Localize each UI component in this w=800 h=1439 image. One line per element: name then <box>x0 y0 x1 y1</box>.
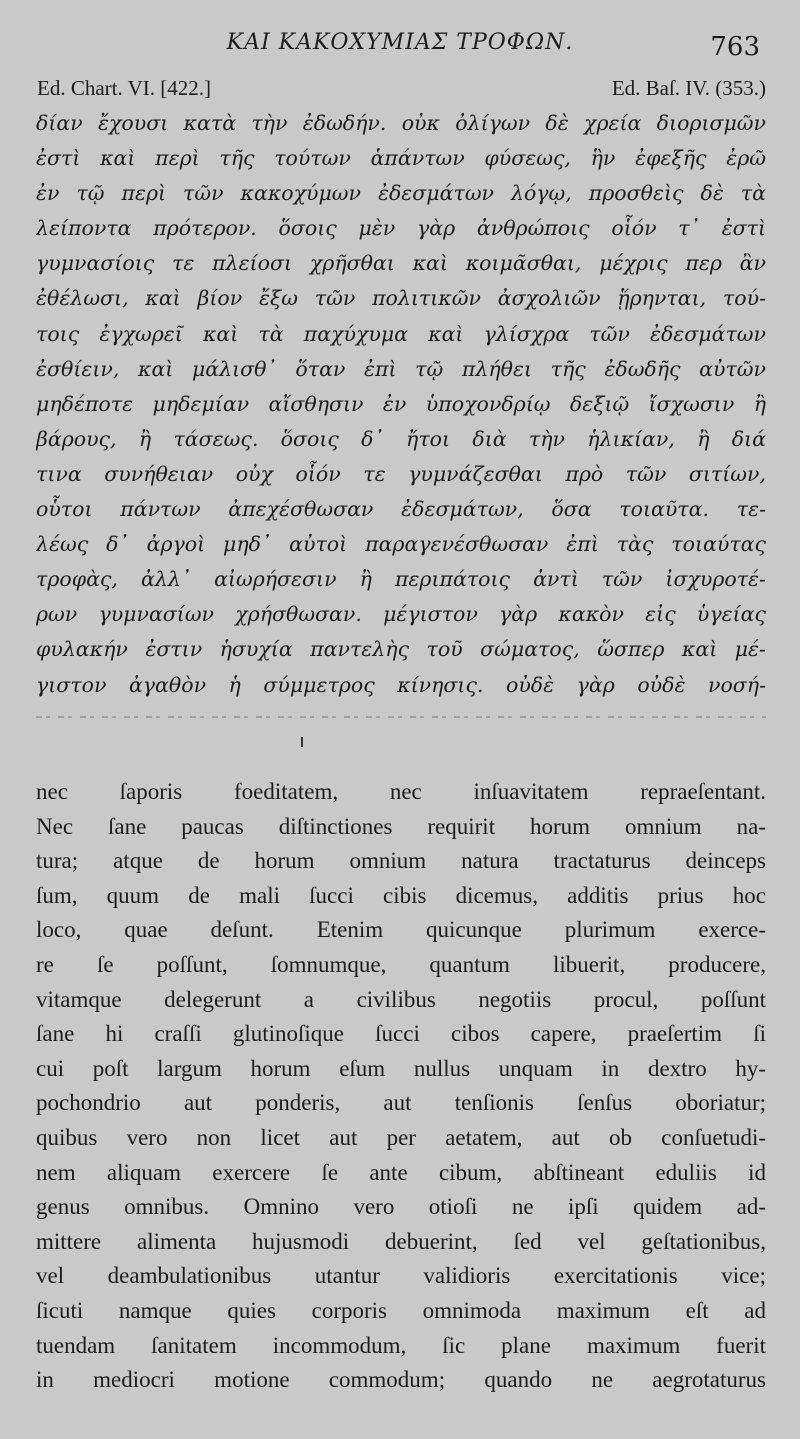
latin-text-column <box>36 775 766 1398</box>
greek-text-line: τροφὰς, ἀλλ᾿ αἰωρήσεσιν ἢ περιπάτοις ἀντὶ τῶν ἰσχυροτέ- <box>36 567 766 592</box>
latin-text-line: in mediocri motione commodum; quando ne aegrotaturus <box>36 1367 766 1393</box>
latin-text-line: tura; atque de horum omnium natura tractaturus deinceps <box>36 848 766 874</box>
latin-text-line: ſum, quum de mali ſucci cibis dicemus, additis prius hoc <box>36 882 766 908</box>
latin-text-line: nec ſaporis foeditatem, nec inſuavitatem repraeſentant. <box>36 779 766 804</box>
greek-text-line: γυμνασίοις τε πλείοσι χρῆσθαι καὶ κοιμᾶσθαι, μέχρις περ ἂν <box>36 251 766 276</box>
latin-text-line: vel deambulationibus utantur validioris exercitationis vice; <box>36 1263 766 1289</box>
greek-text-line: βάρους, ἢ τάσεως. ὅσοις δ᾿ ἤτοι διὰ τὴν ἡλικίαν, ἢ διά <box>36 426 766 451</box>
greek-text-line: γιστον ἀγαθὸν ἡ σύμμετρος κίνησις. οὐδὲ γὰρ οὐδὲ νοσή- <box>36 672 766 697</box>
latin-text-line: ſane hi craſſi glutinoſique ſucci cibos capere, praeſertim ſi <box>36 1021 766 1047</box>
greek-text-line: ἐσθίειν, καὶ μάλισθ᾿ ὅταν ἐπὶ τῷ πλήθει τῆς ἐδωδῆς αὐτῶν <box>36 356 766 381</box>
latin-text-line: nem aliquam exercere ſe ante cibum, abſtineant eduliis id <box>36 1159 766 1185</box>
running-title: ΚΑΙ ΚΑΚΟΧΥΜΙΑΣ ΤΡΟΦΩΝ. <box>226 30 574 55</box>
edition-basel-reference: Ed. Baſ. IV. (353.) <box>611 76 766 100</box>
edition-reference-line <box>37 76 766 101</box>
edition-chart-reference: Ed. Chart. VI. [422.] <box>37 76 211 100</box>
latin-text-line: Nec ſane paucas diſtinctiones requirit horum omnium na- <box>36 813 766 839</box>
latin-text-line: quibus vero non licet aut per aetatem, aut ob conſuetudi- <box>36 1124 766 1150</box>
greek-text-line: λέως δ᾿ ἀργοὶ μηδ᾿ αὐτοὶ παραγενέσθωσαν ἐπὶ τὰς τοιαύτας <box>36 532 766 557</box>
greek-text-line: τινα συνήθειαν οὐχ οἷόν τε γυμνάζεσθαι πρὸ τῶν σιτίων, <box>36 461 766 486</box>
greek-text-line: ρων γυμνασίων χρήσθωσαν. μέγιστον γὰρ κακὸν εἰς ὑγείας <box>36 602 766 627</box>
latin-text-line: ſicuti namque quies corporis omnimoda maximum eſt ad <box>36 1297 766 1323</box>
cropped-text-line <box>36 710 766 724</box>
greek-text-line: φυλακήν ἐστιν ἡσυχία παντελὴς τοῦ σώματος, ὥσπερ καὶ μέ- <box>36 637 766 662</box>
page-number: 763 <box>710 32 760 62</box>
greek-text-line: μηδέποτε μηδεμίαν αἴσθησιν ἐν ὑποχονδρίῳ δεξιῷ ἴσχωσιν ἢ <box>36 391 766 416</box>
latin-text-line: genus omnibus. Omnino vero otioſi ne ipſi quidem ad- <box>36 1194 766 1220</box>
greek-text-line: λείποντα πρότερον. ὅσοις μὲν γὰρ ἀνθρώποις οἷόν τ᾿ ἐστὶ <box>36 216 766 241</box>
greek-text-line: ἐν τῷ περὶ τῶν κακοχύμων ἐδεσμάτων λόγῳ, προσθεὶς δὲ τὰ <box>36 181 766 206</box>
latin-text-line: pochondrio aut ponderis, aut tenſionis ſenſus oboriatur; <box>36 1090 766 1116</box>
latin-text-line: re ſe poſſunt, ſomnumque, quantum libuerit, producere, <box>36 951 766 977</box>
greek-text-line: δίαν ἔχουσι κατὰ τὴν ἐδωδήν. οὐκ ὀλίγων δὲ χρεία διορισμῶν <box>36 111 766 135</box>
greek-text-column <box>36 106 766 703</box>
latin-text-line: vitamque delegerunt a civilibus negotiis procul, poſſunt <box>36 986 766 1012</box>
latin-text-line: cui poſt largum horum eſum nullus unquam in dextro hy- <box>36 1055 766 1081</box>
latin-text-line: mittere alimenta hujusmodi debuerint, ſed vel geſtationibus, <box>36 1228 766 1254</box>
printer-mark <box>301 737 303 747</box>
latin-text-line: tuendam ſanitatem incommodum, ſic plane maximum fuerit <box>36 1332 766 1358</box>
greek-text-line: ἐστὶ καὶ περὶ τῆς τούτων ἁπάντων φύσεως, ἣν ἐφεξῆς ἐρῶ <box>36 146 766 171</box>
greek-text-line: οὗτοι πάντων ἀπεχέσθωσαν ἐδεσμάτων, ὅσα τοιαῦτα. τε- <box>36 497 766 522</box>
greek-text-line: ἐθέλωσι, καὶ βίον ἔξω τῶν πολιτικῶν ἀσχολιῶν ᾕρηνται, τού- <box>36 286 766 311</box>
latin-text-line: loco, quae deſunt. Etenim quicunque plurimum exerce- <box>36 917 766 943</box>
greek-text-line: τοις ἐγχωρεῖ καὶ τὰ παχύχυμα καὶ γλίσχρα τῶν ἐδεσμάτων <box>36 321 766 346</box>
